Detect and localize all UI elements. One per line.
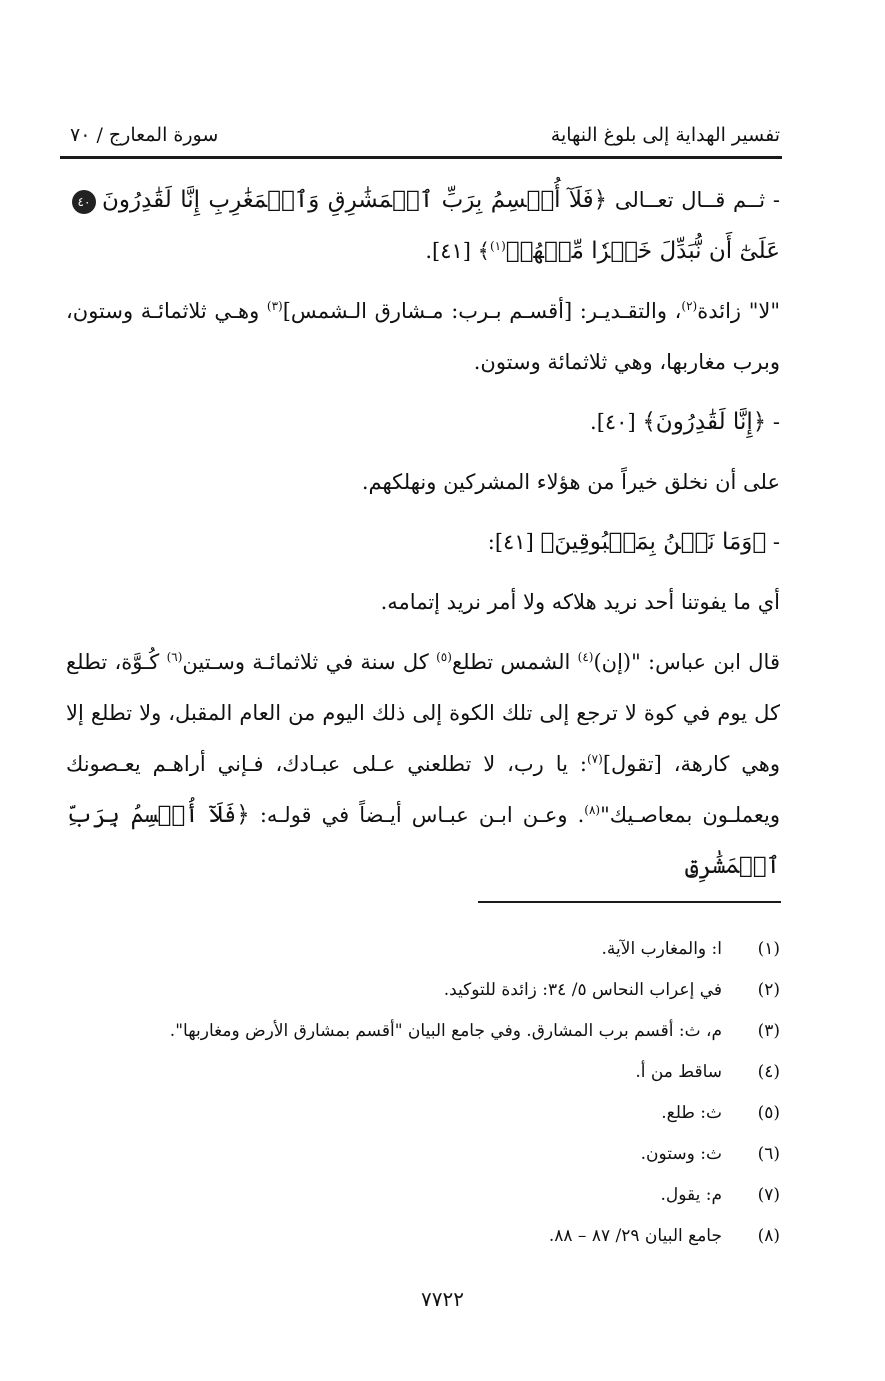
paragraph-commentary-2: على أن نخلق خيراً من هؤلاء المشركين ونهلكهم. bbox=[361, 470, 780, 494]
paragraph-verse-41 bbox=[66, 517, 780, 568]
quran-quote: ﴿وَمَا نَحۡنُ بِمَسۡبُوقِينَ﴾ bbox=[540, 529, 767, 555]
footnote-ref: (٧) bbox=[586, 752, 603, 766]
quran-quote: ﴿فَلَآ أُقۡسِمُ بِرَبِّ ٱلۡمَشَٰرِقِ وَٱلۡمَغَٰرِبِ إِنَّا لَقَٰدِرُونَ bbox=[102, 187, 608, 213]
footnote-number: (٣) bbox=[757, 1020, 780, 1041]
text-run: وهـي ثلاثمائـة وستون، وبرب مغاربها، وهي ثلاثمائة وستون. bbox=[66, 299, 780, 374]
text-run: كُـوَّة، تطلع كل يوم في كوة لا ترجع إلى تلك الكوة إلى ذلك اليوم من العام المقبل، ولا تطلع إلا وهي كارهة، [تقول] bbox=[66, 650, 780, 776]
text-run: : يا رب، لا تطلعني عـلى عبـادك، فـإني أراهـم يعـصونك ويعملـون بمعاصـيك" bbox=[66, 752, 780, 827]
footnote-number: (٨) bbox=[757, 1225, 780, 1246]
footnote-item bbox=[60, 969, 780, 1010]
footnote-item bbox=[60, 1092, 780, 1133]
footnote-text: ساقط من أ. bbox=[635, 1061, 722, 1082]
text-run: ، والتقـديـر: [أقسـم بـرب: مـشارق الـشمس] bbox=[282, 299, 682, 323]
footnote-text: ث: وستون. bbox=[640, 1143, 722, 1164]
footnotes bbox=[60, 928, 780, 1256]
footnote-ref: (٦) bbox=[166, 650, 183, 664]
paragraph-commentary-3: أي ما يفوتنا أحد نريد هلاكه ولا أمر نريد إتمامه. bbox=[380, 590, 780, 614]
footnote-item bbox=[60, 1174, 780, 1215]
footnote-divider bbox=[478, 901, 781, 903]
quran-quote: ﴿فَلَآ أُقۡسِمُ بِرَبِّ ٱلۡمَشَٰرِقِ bbox=[66, 802, 780, 879]
quran-quote-cont: عَلَىٰٓ أَن نُّبَدِّلَ خَيۡرٗا مِّنۡهُمۡ bbox=[505, 238, 780, 264]
footnote-text: جامع البيان ٢٩/ ٨٧ – ٨٨. bbox=[548, 1225, 722, 1246]
footnote-item bbox=[60, 1051, 780, 1092]
page-number: ٧٧٢٢ bbox=[421, 1287, 464, 1311]
text-run: - bbox=[766, 530, 780, 554]
verse-ref: [٤٠]. bbox=[590, 410, 643, 434]
text-run: الشمس تطلع bbox=[451, 650, 578, 674]
footnote-ref: (٥) bbox=[436, 650, 452, 664]
footnote-number: (٥) bbox=[757, 1102, 780, 1123]
footnote-number: (٤) bbox=[757, 1061, 780, 1082]
text-run: قال ابن عباس: "(إن) bbox=[593, 650, 780, 674]
paragraph-ibn-abbas bbox=[66, 637, 780, 892]
quran-quote: ﴿إِنَّا لَقَٰدِرُونَ﴾ bbox=[642, 409, 767, 435]
ayah-marker-icon: ٤٠ bbox=[72, 190, 96, 214]
footnote-text: في إعراب النحاس ٥/ ٣٤: زائدة للتوكيد. bbox=[443, 979, 722, 1000]
footnote-number: (١) bbox=[757, 938, 780, 959]
text-run: كل سنة في ثلاثمائـة وسـتين bbox=[182, 650, 437, 674]
text-run: "لا" زائدة bbox=[697, 299, 780, 323]
footnote-item bbox=[60, 1010, 780, 1051]
footnote-item bbox=[60, 1133, 780, 1174]
footnote-text: م: يقول. bbox=[660, 1184, 722, 1205]
verse-ref: [٤١]: bbox=[487, 530, 541, 554]
text-run: - bbox=[766, 410, 780, 434]
footnote-number: (٦) bbox=[757, 1143, 780, 1164]
text-run: . وعـن ابـن عبـاس أيـضاً في قولـه: bbox=[249, 803, 585, 827]
paragraph-verse-40 bbox=[66, 397, 780, 448]
footnote-text: م، ث: أقسم برب المشارق. وفي جامع البيان "أقسم بمشارق الأرض ومغاربها". bbox=[169, 1020, 722, 1041]
footnote-text: ا: والمغارب الآية. bbox=[601, 938, 722, 959]
running-header bbox=[60, 120, 780, 154]
footnote-item bbox=[60, 1215, 780, 1256]
paragraph-commentary-1 bbox=[66, 286, 780, 388]
footnote-text: ث: طلع. bbox=[661, 1102, 722, 1123]
surah-page-label: سورة المعارج / ٧٠ bbox=[70, 124, 219, 146]
footnote-number: (٧) bbox=[757, 1184, 780, 1205]
footnote-item bbox=[60, 928, 780, 969]
book-title: تفسير الهداية إلى بلوغ النهاية bbox=[550, 124, 780, 146]
footnote-ref: (٨) bbox=[584, 803, 601, 817]
footnote-ref: (٤) bbox=[577, 650, 594, 664]
footnote-ref: (١) bbox=[489, 239, 506, 253]
header-divider bbox=[60, 156, 782, 159]
main-text bbox=[66, 175, 780, 901]
paragraph-verse-40-41 bbox=[66, 175, 780, 277]
verse-intro: - ثــم قــال تعــالى bbox=[607, 188, 780, 212]
verse-ref: ﴾ [٤١]. bbox=[425, 239, 490, 263]
footnote-ref: (٢) bbox=[681, 299, 698, 313]
footnote-ref: (٣) bbox=[266, 299, 283, 313]
footnote-number: (٢) bbox=[757, 979, 780, 1000]
